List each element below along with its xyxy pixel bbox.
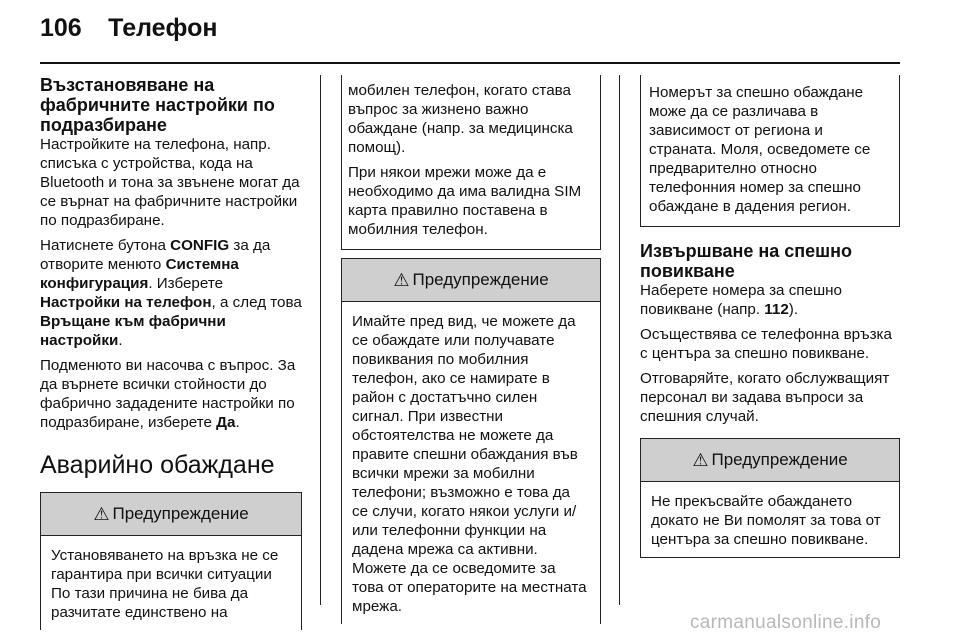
watermark: carmanualsonline.info (690, 612, 882, 633)
warning-body (342, 302, 600, 624)
warning-label: Предупреждение (412, 270, 549, 289)
section-heading-reset: Възстановяване на фабричните настройки по подразбиране (40, 75, 275, 135)
header-rule (40, 62, 900, 64)
warning-triangle-icon: ⚠ (692, 449, 709, 470)
warning-text: Имайте пред вид, че можете да се обаждате или получавате повиквания по мобилния телефон, ако се намирате в район с достатъчно силен сигнал. При известни обстоятелства не можете да правите спешни обаждания във всички мрежи за мобилни телефони; възможно е това да се случи, когато някои услуги и/или телефонни функции на дадена мрежа са активни. Можете да се осведомите за това от операторите на местната мрежа. (352, 313, 587, 615)
paragraph: Номерът за спешно обаждане може да се различава в зависимост от региона и страната. Моля, осведомете се предварително относно телефонния номер за спешно обаждане в дадения регион. (649, 84, 871, 215)
warning-text: Установяването на връзка не се гарантира при всички ситуации По тази причина не бива да разчитате единствено на (51, 547, 279, 621)
column-left (40, 75, 302, 630)
warning-box (40, 492, 302, 630)
warning-triangle-icon: ⚠ (93, 503, 110, 524)
warning-header (41, 493, 301, 536)
paragraph: Настройките на телефона, напр. списъка с устройства, кода на Bluetooth и тона за звънене могат да се върнат на фабричните настройки по подразбиране. (40, 136, 300, 229)
warning-header (641, 439, 899, 482)
section-heading-call: Извършване на спешно повикване (640, 241, 852, 281)
warning-label: Предупреждение (711, 450, 848, 469)
warning-continued-box (640, 75, 900, 227)
column-divider (320, 75, 321, 605)
paragraph: При някои мрежи може да е необходимо да има валидна SIM карта правилно поставена в мобилния телефон. (348, 164, 582, 238)
paragraph: Осъществява се телефонна връзка с центъра за спешно повикване. (640, 326, 892, 362)
paragraph: Подменюто ви насочва с въпрос. За да върнете всички стойности до фабрично зададените настройки по подразбиране, изберете Да. (40, 357, 296, 431)
warning-box (341, 258, 601, 624)
warning-box (640, 438, 900, 558)
paragraph: Натиснете бутона CONFIG за да отворите менюто Системна конфигурация. Изберете Настройки на телефон, а след това Връщане към фабрични настройки. (40, 237, 302, 349)
page-number: 106 (40, 14, 82, 42)
column-right (640, 75, 900, 558)
paragraph: Наберете номера за спешно повикване (напр. 112). (640, 282, 842, 318)
warning-triangle-icon: ⚠ (393, 269, 410, 290)
page-title: Телефон (108, 14, 218, 42)
warning-label: Предупреждение (112, 504, 249, 523)
page-header (40, 14, 217, 54)
column-divider (619, 75, 620, 605)
warning-continued-box (341, 75, 601, 250)
paragraph: мобилен телефон, когато става въпрос за жизнено важно обаждане (напр. за медицинска помощ). (348, 82, 573, 156)
warning-text: Не прекъсвайте обаждането докато не Ви помолят за това от центъра за спешно повикване. (651, 493, 881, 548)
warning-body (641, 482, 899, 557)
paragraph: Отговаряйте, когато обслужващият персонал ви задава въпроси за спешния случай. (640, 370, 890, 425)
column-middle (341, 75, 601, 624)
section-heading-emergency: Аварийно обаждане (40, 451, 275, 479)
warning-header (342, 259, 600, 302)
warning-body (41, 536, 301, 630)
